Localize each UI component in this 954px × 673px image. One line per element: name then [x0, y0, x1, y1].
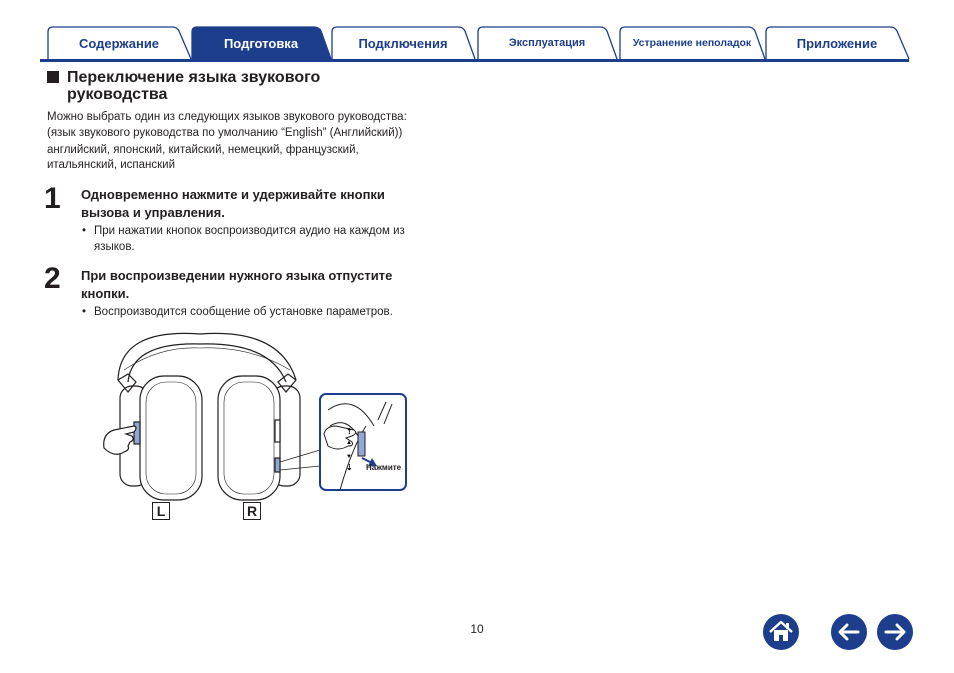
callout-press-label: Нажмите	[366, 463, 402, 472]
tab-label: Содержание	[78, 35, 160, 51]
bullet-icon: •	[82, 306, 87, 318]
note-line: Воспроизводится сообщение об установке параметров.	[94, 306, 393, 318]
step-number: 1	[44, 182, 61, 215]
svg-text:⇣: ⇣	[346, 463, 353, 472]
language-list: итальянский, испанский	[47, 159, 176, 171]
home-button[interactable]	[762, 613, 800, 651]
tab-preparation[interactable]	[190, 26, 332, 60]
step-text-line: Одновременно нажмите и удерживайте кнопки	[81, 187, 385, 202]
svg-text:⇡: ⇡	[346, 427, 353, 436]
tab-bar	[0, 0, 954, 64]
home-icon	[762, 613, 800, 651]
forward-button[interactable]	[876, 613, 914, 651]
section-title-line: руководства	[67, 86, 168, 103]
section-title	[47, 69, 467, 103]
arrow-left-icon	[830, 613, 868, 651]
step-instruction	[81, 186, 461, 222]
tab-appendix[interactable]	[764, 26, 910, 60]
right-side-label: R	[243, 502, 261, 520]
step-text-line: При воспроизведении нужного языка отпустите	[81, 268, 393, 283]
left-side-label: L	[152, 502, 170, 520]
tab-label: Приложение	[796, 35, 878, 51]
note-line: языков.	[94, 241, 135, 253]
bullet-icon: •	[82, 225, 87, 237]
step-note	[82, 223, 462, 255]
tab-connections[interactable]	[330, 26, 476, 60]
step-instruction	[81, 267, 461, 303]
step-text-line: вызова и управления.	[81, 205, 225, 220]
intro-text: Можно выбрать один из следующих языков звукового руководства:	[47, 111, 407, 123]
step-number: 2	[44, 262, 61, 295]
section-title-line: Переключение языка звукового	[67, 69, 321, 86]
tab-operation[interactable]	[476, 26, 618, 60]
heading-square-icon	[47, 71, 59, 83]
step-text-line: кнопки.	[81, 286, 130, 301]
arrow-right-icon	[876, 613, 914, 651]
tab-label: Подготовка	[223, 35, 299, 51]
tab-underline	[40, 59, 909, 62]
tab-label: Устранение неполадок	[632, 37, 752, 49]
tab-contents[interactable]	[46, 26, 192, 60]
tab-label: Подключения	[358, 35, 448, 51]
back-button[interactable]	[830, 613, 868, 651]
intro-text: (язык звукового руководства по умолчанию “English” (Английский))	[47, 127, 403, 139]
tab-troubleshooting[interactable]	[618, 26, 766, 60]
tab-label: Эксплуатация	[508, 37, 586, 49]
step-note	[82, 304, 462, 320]
page-number: 10	[470, 622, 484, 636]
headphones-illustration	[100, 330, 420, 530]
svg-text:▲: ▲	[346, 440, 352, 446]
note-line: При нажатии кнопок воспроизводится аудио на каждом из	[94, 225, 405, 237]
language-list: английский, японский, китайский, немецкий, французский,	[47, 144, 359, 156]
svg-text:▼: ▼	[346, 454, 352, 460]
